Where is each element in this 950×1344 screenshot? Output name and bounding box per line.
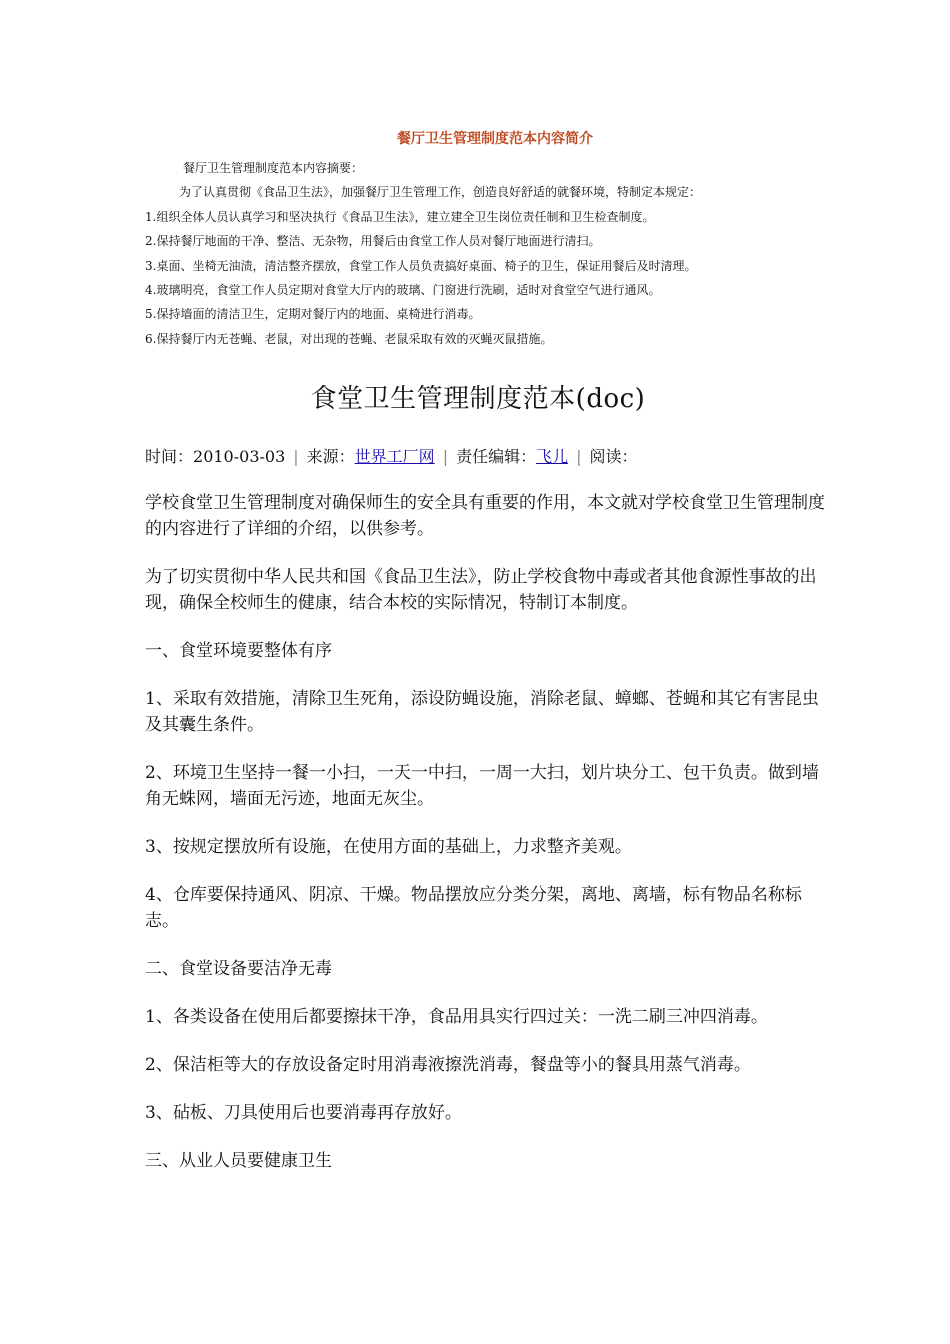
article-paragraph: 2、保洁柜等大的存放设备定时用消毒液擦洗消毒，餐盘等小的餐具用蒸气消毒。: [145, 1055, 751, 1075]
meta-separator: |: [293, 447, 299, 466]
summary-item: 3.桌面、坐椅无油渍，清洁整齐摆放，食堂工作人员负责搞好桌面、椅子的卫生，保证用餐后及时清理。: [145, 258, 697, 273]
read-label: 阅读：: [589, 447, 638, 466]
article-paragraph: 学校食堂卫生管理制度对确保师生的安全具有重要的作用，本文就对学校食堂卫生管理制度的内容进行了详细的介绍，以供参考。: [145, 493, 825, 539]
article-paragraph: 2、环境卫生坚持一餐一小扫，一天一中扫，一周一大扫，划片块分工、包干负责。做到墙角无蛛网，墙面无污迹，地面无灰尘。: [145, 763, 819, 809]
article-paragraph: 4、仓库要保持通风、阴凉、干燥。物品摆放应分类分架，离地、离墙，标有物品名称标志。: [145, 885, 802, 931]
summary-item: 2.保持餐厅地面的干净、整洁、无杂物，用餐后由食堂工作人员对餐厅地面进行清扫。: [145, 234, 601, 249]
summary-lead: 为了认真贯彻《食品卫生法》，加强餐厅卫生管理工作，创造良好舒适的就餐环境，特制定本规定：: [179, 185, 702, 200]
article-paragraph: 3、砧板、刀具使用后也要消毒再存放好。: [145, 1103, 462, 1123]
section-heading: 二、食堂设备要洁净无毒: [145, 959, 332, 979]
summary-item: 6.保持餐厅内无苍蝇、老鼠，对出现的苍蝇、老鼠采取有效的灭蝇灭鼠措施。: [145, 331, 553, 346]
meta-separator: |: [442, 447, 449, 466]
article-title: 食堂卫生管理制度范本(doc): [310, 384, 646, 414]
article-paragraph: 3、按规定摆放所有设施，在使用方面的基础上，力求整齐美观。: [145, 837, 632, 857]
editor-link[interactable]: 飞儿: [536, 447, 569, 466]
article-paragraph: 1、各类设备在使用后都要擦抹干净，食品用具实行四过关：一洗二刷三冲四消毒。: [145, 1007, 768, 1027]
article-paragraph: 为了切实贯彻中华人民共和国《食品卫生法》，防止学校食物中毒或者其他食源性事故的出现，确保全校师生的健康，结合本校的实际情况，特制订本制度。: [145, 567, 817, 613]
article-content: [145, 490, 825, 1196]
article-paragraph: 1、采取有效措施，清除卫生死角，添设防蝇设施，消除老鼠、蟑螂、苍蝇和其它有害昆虫及其囊生条件。: [145, 689, 819, 735]
section-heading: 三、从业人员要健康卫生: [145, 1151, 332, 1171]
source-link[interactable]: 世界工厂网: [354, 447, 435, 466]
article-meta: [145, 444, 638, 467]
summary-title: 餐厅卫生管理制度范本内容简介: [397, 131, 593, 147]
summary-block: [145, 156, 845, 351]
summary-item: 5.保持墙面的清洁卫生，定期对餐厅内的地面、桌椅进行消毒。: [145, 307, 481, 322]
source-label: 来源：: [306, 447, 355, 466]
summary-intro: 餐厅卫生管理制度范本内容摘要：: [183, 161, 364, 175]
editor-label: 责任编辑：: [456, 447, 537, 466]
time-label: 时间：: [145, 447, 194, 466]
summary-item: 4.玻璃明亮，食堂工作人员定期对食堂大厅内的玻璃、门窗进行洗刷，适时对食堂空气进行通风。: [145, 283, 661, 298]
time-value: 2010-03-03: [193, 447, 286, 466]
section-heading: 一、食堂环境要整体有序: [145, 641, 332, 661]
summary-item: 1.组织全体人员认真学习和坚决执行《食品卫生法》，建立建全卫生岗位责任制和卫生检查制度。: [145, 209, 655, 224]
meta-separator: |: [576, 447, 582, 466]
